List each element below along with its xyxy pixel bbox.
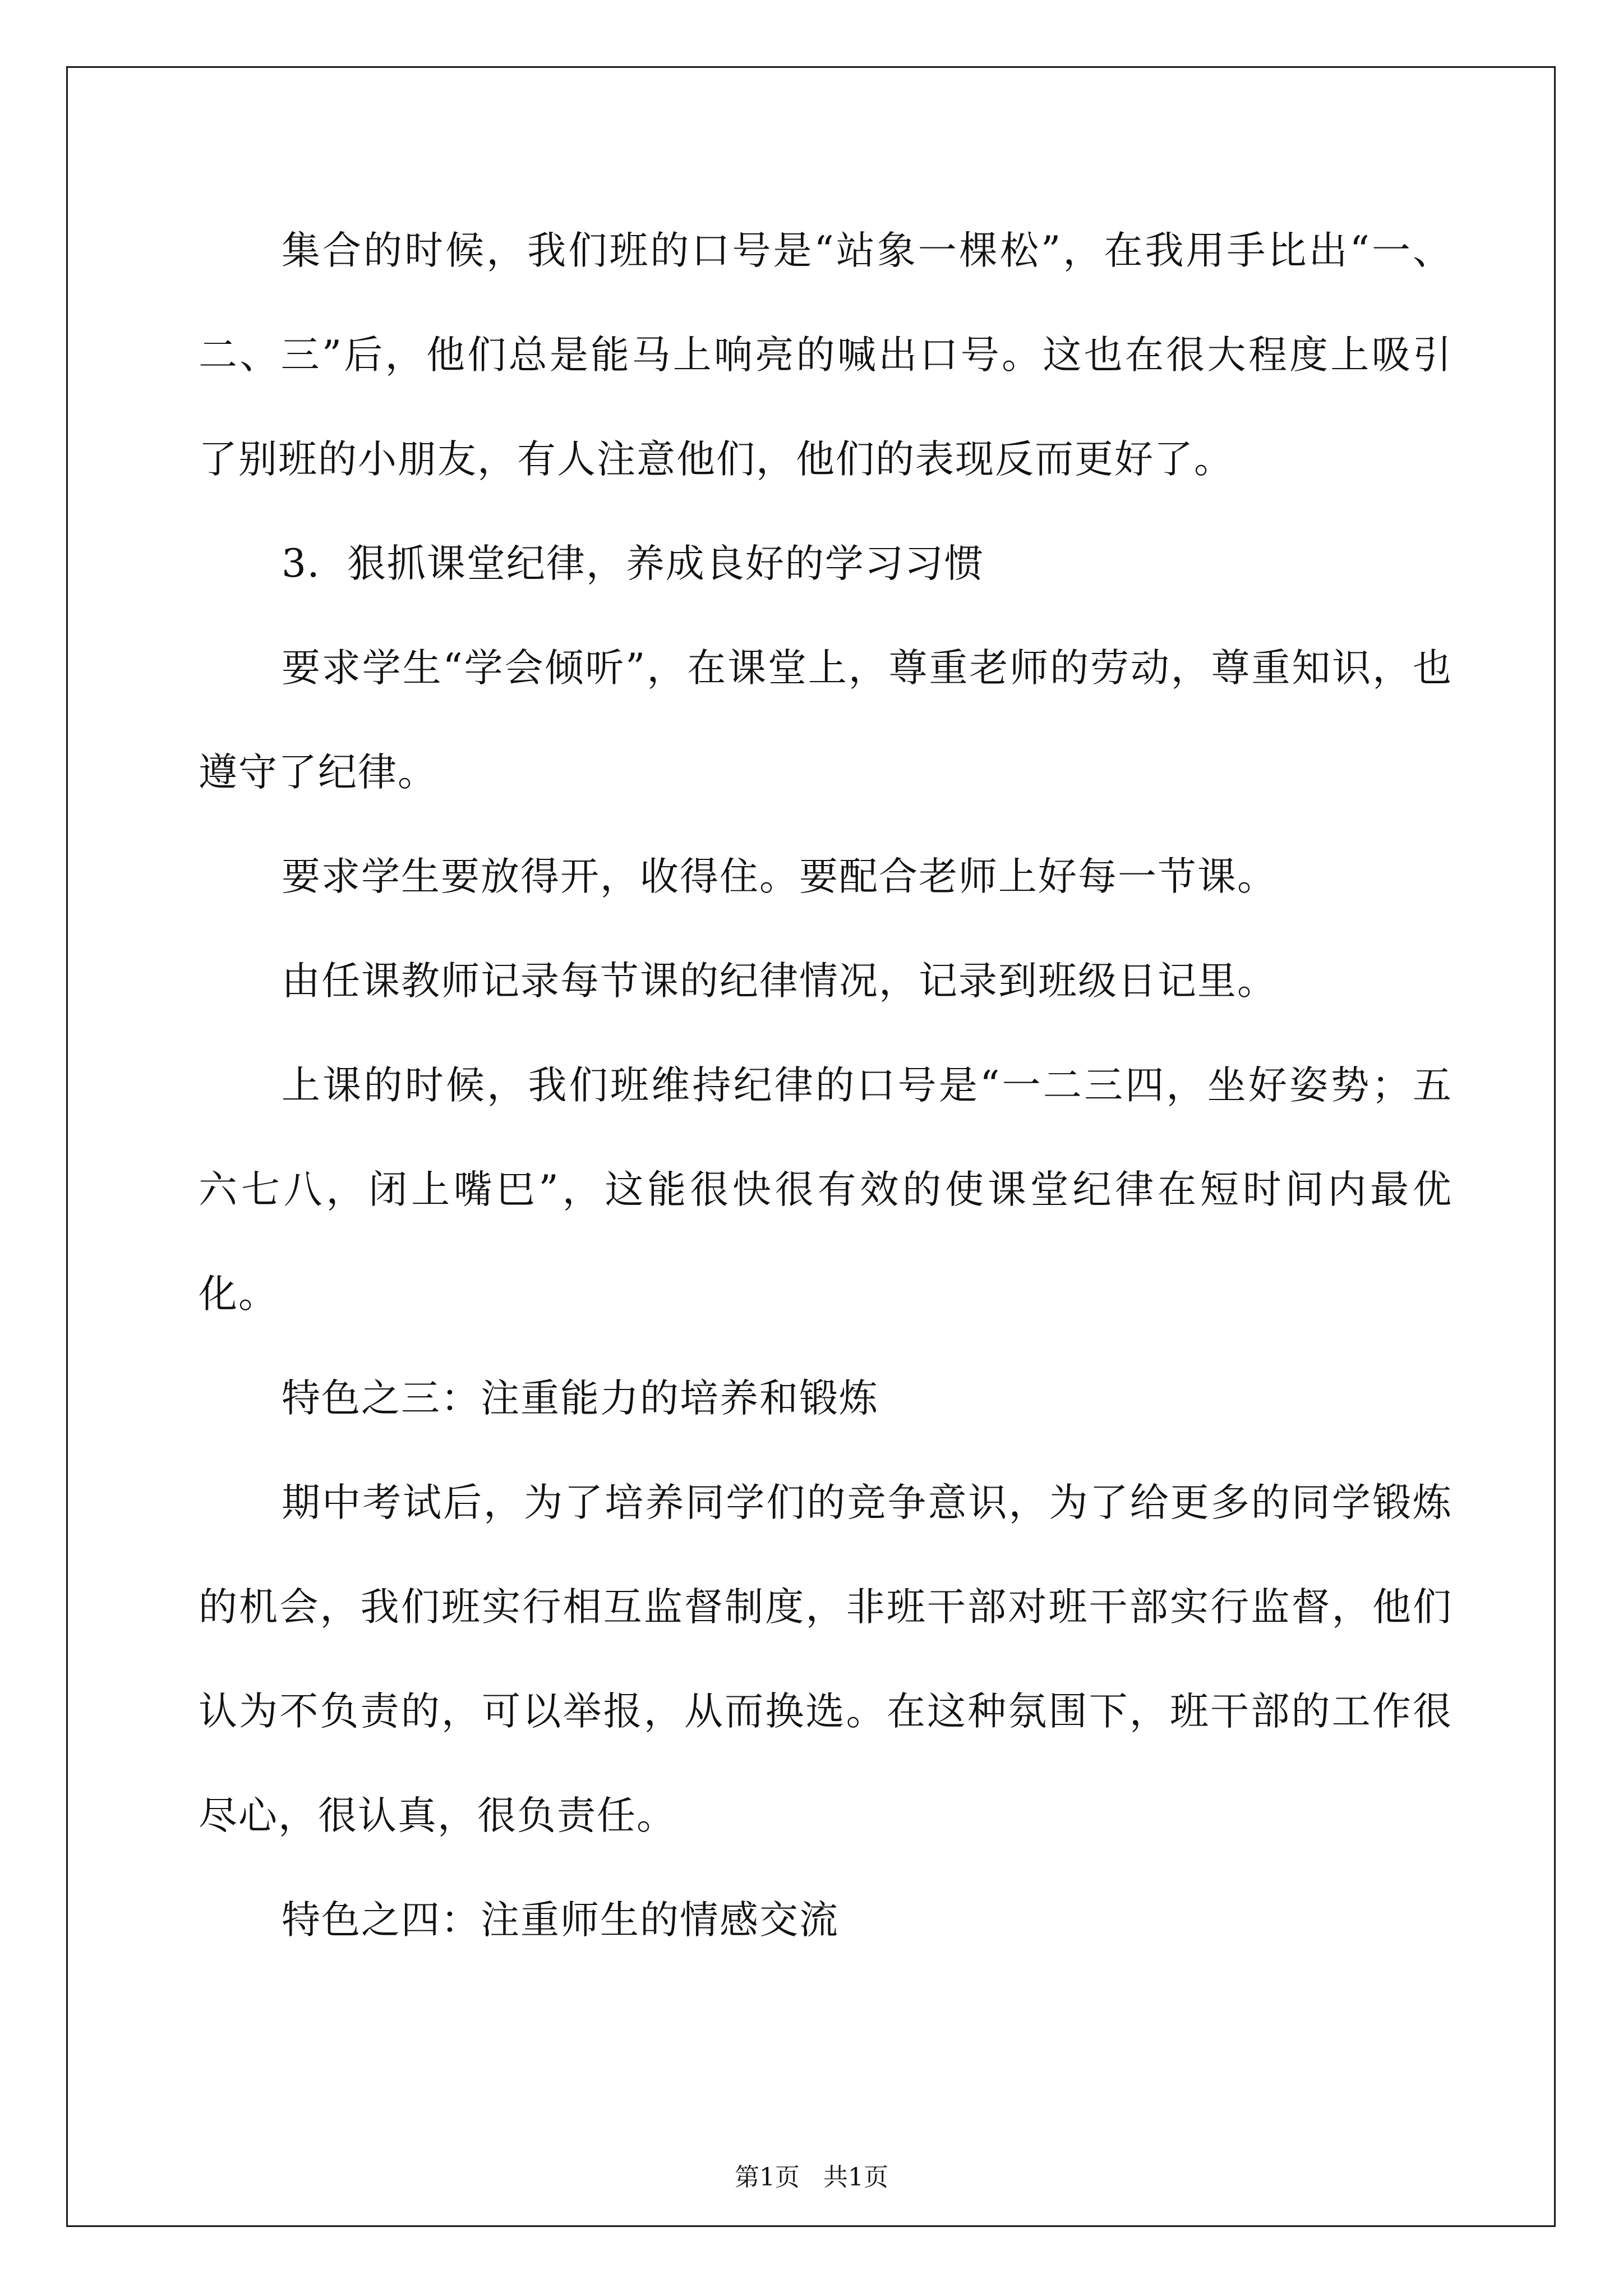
paragraph: 要求学生要放得开，收得住。要配合老师上好每一节课。	[282, 854, 1277, 899]
paragraph: 期中考试后，为了培养同学们的竞争意识，为了给更多的同学锻炼的机会，我们班实行相互监督制度，非班干部对班干部实行监督，他们认为不负责的，可以举报，从而换选。在这种氛围下，班干部的工作很尽心，很认真，很负责任。	[199, 1480, 1453, 1838]
paragraph: 由任课教师记录每节课的纪律情况，记录到班级日记里。	[282, 959, 1277, 1004]
section-heading: 特色之四：注重师生的情感交流	[282, 1898, 839, 1943]
section-heading: 3．狠抓课堂纪律，养成良好的学习习惯	[282, 541, 984, 586]
section-heading: 特色之三：注重能力的培养和锻炼	[282, 1376, 879, 1421]
paragraph: 要求学生“学会倾听”，在课堂上，尊重老师的劳动，尊重知识，也遵守了纪律。	[199, 646, 1453, 795]
paragraph: 集合的时候，我们班的口号是“站象一棵松”，在我用手比出“一、二、三”后，他们总是能马上响亮的喊出口号。这也在很大程度上吸引了别班的小朋友，有人注意他们，他们的表现反而更好了。	[199, 228, 1453, 482]
paragraph: 上课的时候，我们班维持纪律的口号是“一二三四，坐好姿势；五六七八，闭上嘴巴”，这能很快很有效的使课堂纪律在短时间内最优化。	[199, 1063, 1453, 1317]
document-body	[199, 199, 1453, 1972]
page-number-footer: 第1页 共1页	[735, 2163, 888, 2192]
